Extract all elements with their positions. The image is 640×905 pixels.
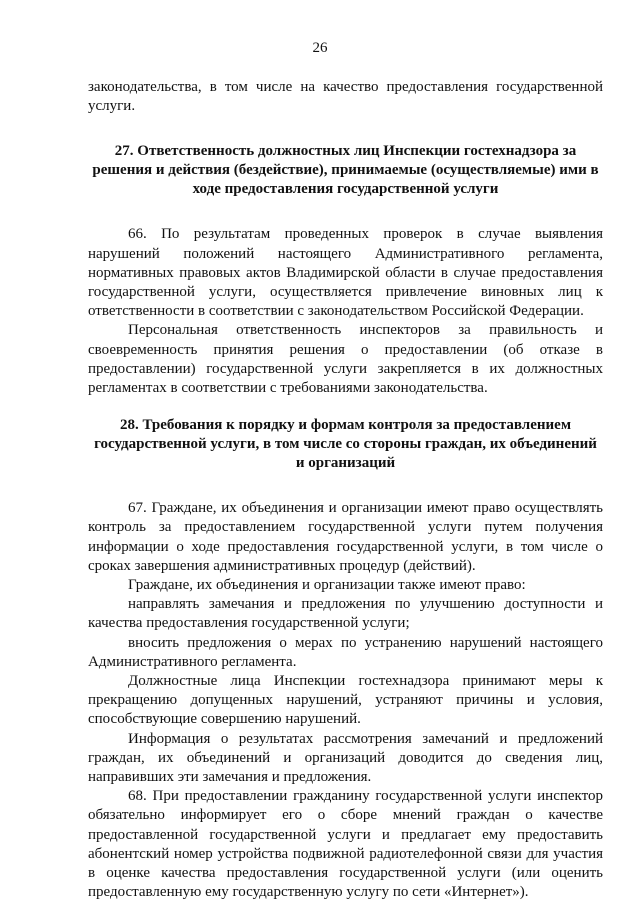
document-body bbox=[88, 78, 603, 903]
paragraph-personal-responsibility: Персональная ответственность инспекторов за правильность и своевременность принятия решения о предоставлении (об отказе в предоставлении) государственной услуги закрепляется в их должностных регламентах в соответствии с требованиями законодательства. bbox=[88, 322, 603, 397]
paragraph-send-remarks: направлять замечания и предложения по улучшению доступности и качества предоставления государственной услуги; bbox=[88, 596, 603, 632]
paragraph-67: 67. Граждане, их объединения и организации имеют право осуществлять контроль за предоставлением государственной услуги путем получения информации о ходе предоставления государственной услуги, в том числе о сроках завершения административных процедур (действий). bbox=[88, 500, 603, 574]
paragraph-66: 66. По результатам проведенных проверок в случае выявления нарушений положений настоящего Административного регламента, нормативных правовых актов Владимирской области в случае предоставления государственной услуги, осуществляется привлечение виновных лиц к ответственности в соответствии с законодательством Российской Федерации. bbox=[88, 226, 603, 320]
paragraph-results-info: Информация о результатах рассмотрения замечаний и предложений граждан, их объединений и организаций доводится до сведения лиц, направивших эти замечания и предложения. bbox=[88, 730, 603, 786]
paragraph-officials-measures: Должностные лица Инспекции гостехнадзора принимают меры к прекращению допущенных нарушений, устраняют причины и условия, способствующие совершению нарушений. bbox=[88, 673, 603, 728]
page-number: 26 bbox=[312, 40, 328, 56]
section-27-heading: 27. Ответственность должностных лиц Инспекции гостехнадзора за решения и действия (бездействие), принимаемые (осуществляемые) ими в ходе предоставления государственной услуги bbox=[92, 143, 599, 198]
paragraph-68: 68. При предоставлении гражданину государственной услуги инспектор обязательно информирует его о сборе мнений граждан о качестве предоставленной государственной услуги и предлагает ему предоставить абонентский номер устройства подвижной радиотелефонной связи для участия в оценке качества предоставления государственной услуги (или оценить предоставленную ему государственную услугу по сети «Интернет»). bbox=[88, 788, 603, 901]
paragraph-rights: Граждане, их объединения и организации также имеют право: bbox=[128, 577, 526, 594]
section-28-heading: 28. Требования к порядку и формам контроля за предоставлением государственной услуги, в том числе со стороны граждан, их объединений и организаций bbox=[94, 417, 597, 472]
intro-paragraph: законодательства, в том числе на качество предоставления государственной услуги. bbox=[88, 79, 603, 115]
paragraph-submit-proposals: вносить предложения о мерах по устранению нарушений настоящего Административного регламента. bbox=[88, 634, 603, 670]
